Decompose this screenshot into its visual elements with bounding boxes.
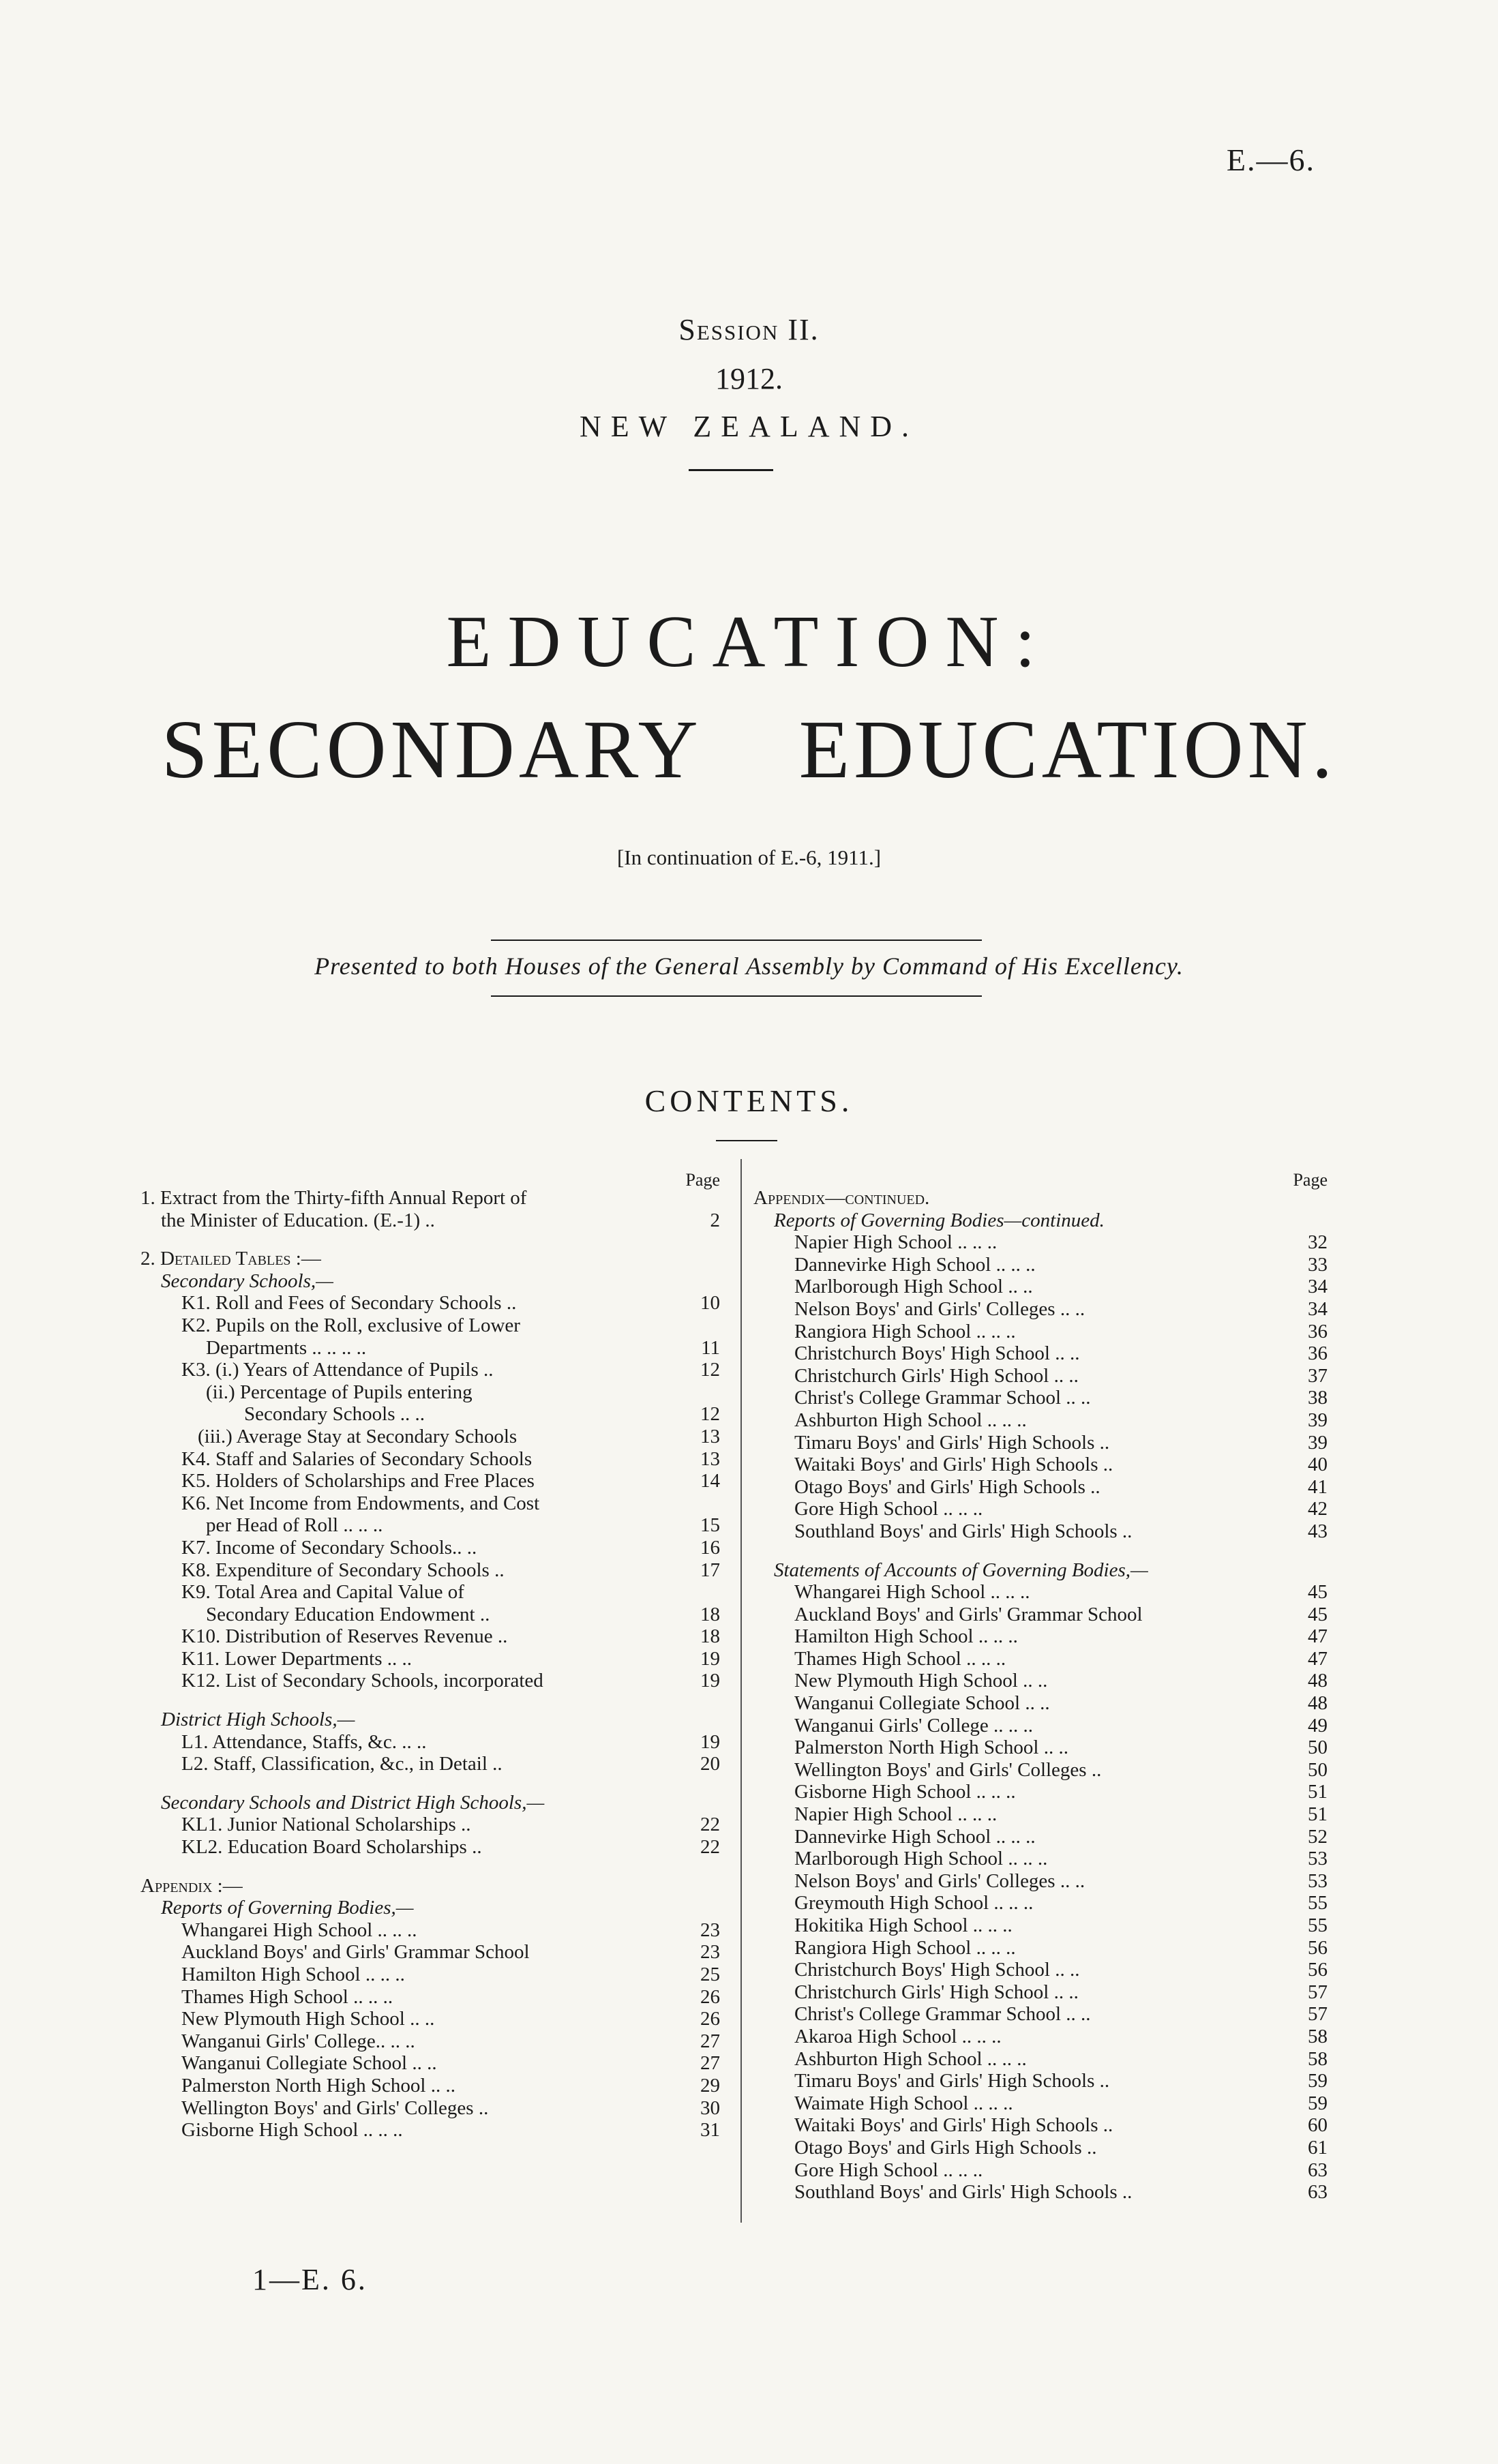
contents-entry <box>753 1342 1328 1365</box>
contents-entry <box>140 1731 720 1754</box>
contents-entry <box>753 1715 1328 1737</box>
entry-title: Timaru Boys' and Girls' High Schools .. <box>794 1431 1110 1454</box>
entry-title: Secondary Schools .. .. <box>244 1403 425 1426</box>
entry-page-number: 34 <box>1308 1276 1328 1298</box>
section-gap <box>140 1692 720 1709</box>
footer-signature: 1—E. 6. <box>252 2263 368 2296</box>
contents-entry <box>753 1759 1328 1782</box>
contents-entry <box>140 1270 720 1293</box>
entry-title: Waitaki Boys' and Girls' High Schools .. <box>794 1454 1113 1476</box>
contents-entry <box>753 1959 1328 1981</box>
contents-entry <box>753 1231 1328 1254</box>
divider-rule <box>716 1140 777 1141</box>
entry-page-number: 12 <box>700 1359 720 1381</box>
entry-page-number: 39 <box>1308 1409 1328 1431</box>
entry-page-number: 58 <box>1308 2047 1328 2070</box>
contents-right-column <box>753 1169 1328 2204</box>
contents-entry <box>140 1470 720 1492</box>
contents-entry <box>753 1803 1328 1826</box>
entry-page-number: 51 <box>1308 1781 1328 1803</box>
contents-entry <box>753 2159 1328 2182</box>
entry-page-number: 41 <box>1308 1475 1328 1498</box>
entry-title: Napier High School .. .. .. <box>794 1231 998 1254</box>
contents-entry <box>753 1826 1328 1848</box>
contents-entry <box>140 1792 720 1814</box>
entry-title: Christchurch Girls' High School .. .. <box>794 1364 1079 1387</box>
contents-entry <box>140 1492 720 1515</box>
contents-entry <box>140 1753 720 1775</box>
contents-entry <box>753 1692 1328 1715</box>
entry-title: Gisborne High School .. .. .. <box>794 1781 1016 1803</box>
entry-title: (iii.) Average Stay at Secondary Schools <box>198 1425 518 1447</box>
contents-entry <box>140 1625 720 1648</box>
entry-title: Palmerston North High School .. .. <box>181 2074 455 2097</box>
entry-page-number: 55 <box>1308 1892 1328 1914</box>
entry-title: Greymouth High School .. .. .. <box>794 1892 1034 1914</box>
entry-title: New Plymouth High School .. .. <box>794 1670 1048 1692</box>
entry-page-number: 48 <box>1308 1670 1328 1692</box>
entry-page-number: 50 <box>1308 1758 1328 1781</box>
entry-page-number: 48 <box>1308 1692 1328 1715</box>
entry-page-number: 45 <box>1308 1603 1328 1625</box>
entry-title: K1. Roll and Fees of Secondary Schools .. <box>181 1292 517 1314</box>
entry-title: Appendix—continued. <box>753 1187 930 1209</box>
contents-entry <box>753 1298 1328 1321</box>
contents-entry <box>140 1875 720 1897</box>
contents-entry <box>140 1359 720 1381</box>
entry-title: Waimate High School .. .. .. <box>794 2092 1013 2114</box>
entry-title: K2. Pupils on the Roll, exclusive of Lower <box>181 1314 520 1336</box>
contents-entry <box>140 1559 720 1582</box>
entry-page-number: 19 <box>700 1647 720 1670</box>
contents-entry <box>140 1537 720 1559</box>
entry-page-number: 22 <box>700 1814 720 1836</box>
contents-entry <box>140 1187 720 1210</box>
contents-entry <box>753 1476 1328 1499</box>
contents-entry <box>140 2008 720 2030</box>
contents-entry <box>753 1387 1328 1409</box>
contents-entry <box>140 1919 720 1942</box>
entry-title: Auckland Boys' and Girls' Grammar School <box>794 1603 1143 1625</box>
entry-page-number: 14 <box>700 1470 720 1492</box>
entry-page-number: 37 <box>1308 1364 1328 1387</box>
entry-page-number: 57 <box>1308 2003 1328 2026</box>
entry-title: Wellington Boys' and Girls' Colleges .. <box>181 2097 489 2119</box>
contents-entry <box>753 1498 1328 1520</box>
entry-page-number: 43 <box>1308 1520 1328 1542</box>
entry-title: (ii.) Percentage of Pupils entering <box>206 1381 473 1403</box>
entry-page-number: 25 <box>700 1964 720 1985</box>
entry-title: K11. Lower Departments .. .. <box>181 1647 412 1670</box>
contents-entry <box>753 1187 1328 1210</box>
entry-title: Dannevirke High School .. .. .. <box>794 1825 1036 1848</box>
entry-title: per Head of Roll .. .. .. <box>206 1514 383 1537</box>
contents-entry <box>140 1604 720 1626</box>
contents-entry <box>140 2075 720 2097</box>
entry-page-number: 50 <box>1308 1737 1328 1759</box>
contents-entry <box>753 1848 1328 1870</box>
contents-entry <box>753 1409 1328 1432</box>
contents-entry <box>753 1210 1328 1232</box>
entry-title: Wellington Boys' and Girls' Colleges .. <box>794 1758 1102 1781</box>
entry-title: Whangarei High School .. .. .. <box>181 1919 417 1941</box>
entry-page-number: 56 <box>1308 1959 1328 1981</box>
contents-entry <box>140 1514 720 1537</box>
contents-heading: CONTENTS. <box>644 1083 854 1118</box>
entry-page-number: 42 <box>1308 1498 1328 1520</box>
entry-page-number: 36 <box>1308 1320 1328 1342</box>
contents-entry <box>140 1210 720 1232</box>
entry-title: Christchurch Girls' High School .. .. <box>794 1981 1079 2003</box>
entry-title: K5. Holders of Scholarships and Free Places <box>181 1470 535 1492</box>
entry-title: New Plymouth High School .. .. <box>181 2008 435 2030</box>
entry-title: Hokitika High School .. .. .. <box>794 1914 1013 1936</box>
sub-title: SECONDARY EDUCATION. <box>161 704 1337 796</box>
entry-page-number: 61 <box>1308 2136 1328 2159</box>
entry-page-number: 29 <box>700 2074 720 2097</box>
entry-title: Nelson Boys' and Girls' Colleges .. .. <box>794 1297 1085 1320</box>
entry-page-number: 56 <box>1308 1936 1328 1959</box>
entry-title: Akaroa High School .. .. .. <box>794 2025 1002 2047</box>
entry-title: K4. Staff and Salaries of Secondary Schools <box>181 1447 533 1470</box>
divider-rule <box>491 995 982 997</box>
entry-title: Napier High School .. .. .. <box>794 1803 998 1826</box>
contents-entry <box>753 2070 1328 2092</box>
entry-page-number: 20 <box>700 1753 720 1775</box>
contents-entry <box>140 1448 720 1471</box>
entry-title: Thames High School .. .. .. <box>181 1985 393 2008</box>
entry-page-number: 13 <box>700 1447 720 1470</box>
contents-entry <box>140 1648 720 1670</box>
contents-entry <box>753 1648 1328 1670</box>
section-gap <box>140 1231 720 1248</box>
entry-title: K12. List of Secondary Schools, incorporated <box>181 1670 543 1692</box>
section-gap <box>140 1775 720 1792</box>
contents-entry <box>140 1814 720 1836</box>
entry-title: Thames High School .. .. .. <box>794 1647 1006 1670</box>
section-gap <box>140 1859 720 1875</box>
contents-entry <box>140 1337 720 1359</box>
contents-entry <box>753 1625 1328 1648</box>
entry-title: Auckland Boys' and Girls' Grammar School <box>181 1941 530 1964</box>
entry-page-number: 16 <box>700 1536 720 1559</box>
entry-page-number: 18 <box>700 1603 720 1625</box>
entry-page-number: 34 <box>1308 1297 1328 1320</box>
entry-title: Timaru Boys' and Girls' High Schools .. <box>794 2070 1110 2092</box>
contents-entry <box>140 2052 720 2075</box>
entry-page-number: 15 <box>700 1514 720 1537</box>
section-gap <box>753 1543 1328 1559</box>
entry-page-number: 39 <box>1308 1431 1328 1454</box>
entry-title: Appendix :— <box>140 1874 243 1897</box>
entry-title: Otago Boys' and Girls' High Schools .. <box>794 1475 1100 1498</box>
entry-page-number: 36 <box>1308 1342 1328 1365</box>
contents-entry <box>753 2137 1328 2159</box>
entry-title: Christ's College Grammar School .. .. <box>794 2003 1091 2026</box>
entry-title: Christchurch Boys' High School .. .. <box>794 1959 1080 1981</box>
entry-page-number: 63 <box>1308 2181 1328 2204</box>
entry-title: Southland Boys' and Girls' High Schools .. <box>794 1520 1133 1542</box>
entry-title: District High Schools,— <box>161 1709 355 1731</box>
contents-entry <box>753 2092 1328 2115</box>
entry-title: Palmerston North High School .. .. <box>794 1737 1068 1759</box>
contents-entry <box>140 1581 720 1604</box>
entry-title: Wanganui Collegiate School .. .. <box>794 1692 1050 1715</box>
contents-entry <box>140 2030 720 2053</box>
contents-entry <box>753 1454 1328 1476</box>
entry-title: Southland Boys' and Girls' High Schools .. <box>794 2181 1133 2204</box>
entry-page-number: 31 <box>700 2119 720 2142</box>
entry-title: Statements of Accounts of Governing Bodies,— <box>774 1559 1148 1581</box>
entry-page-number: 63 <box>1308 2159 1328 2181</box>
contents-entry <box>140 1897 720 1919</box>
contents-entry <box>140 1709 720 1731</box>
contents-entry <box>753 1254 1328 1276</box>
entry-title: Wanganui Girls' College .. .. .. <box>794 1714 1034 1737</box>
entry-page-number: 47 <box>1308 1647 1328 1670</box>
contents-entry <box>753 1914 1328 1937</box>
entry-page-number: 53 <box>1308 1848 1328 1870</box>
entry-title: 1. Extract from the Thirty-fifth Annual Report of <box>140 1187 527 1209</box>
entry-page-number: 53 <box>1308 1869 1328 1892</box>
entry-page-number: 58 <box>1308 2025 1328 2047</box>
entry-title: Gore High School .. .. .. <box>794 1498 983 1520</box>
entry-title: Whangarei High School .. .. .. <box>794 1581 1030 1604</box>
contents-entry <box>753 1604 1328 1626</box>
entry-page-number: 38 <box>1308 1387 1328 1409</box>
contents-entry <box>140 2097 720 2120</box>
entry-page-number: 33 <box>1308 1253 1328 1276</box>
contents-entry <box>753 1981 1328 2004</box>
entry-title: Rangiora High School .. .. .. <box>794 1320 1016 1342</box>
entry-title: Christchurch Boys' High School .. .. <box>794 1342 1080 1365</box>
entry-page-number: 19 <box>700 1730 720 1753</box>
entry-page-number: 52 <box>1308 1825 1328 1848</box>
entry-title: Gore High School .. .. .. <box>794 2159 983 2181</box>
contents-entry <box>753 1870 1328 1893</box>
entry-title: Otago Boys' and Girls High Schools .. <box>794 2136 1097 2159</box>
page-column-label: Page <box>1293 1170 1328 1190</box>
entry-title: Dannevirke High School .. .. .. <box>794 1253 1036 1276</box>
entry-page-number: 51 <box>1308 1803 1328 1826</box>
entry-title: Hamilton High School .. .. .. <box>794 1625 1018 1648</box>
entry-title: Waitaki Boys' and Girls' High Schools .. <box>794 2114 1113 2137</box>
entry-page-number: 45 <box>1308 1581 1328 1604</box>
entry-title: Secondary Education Endowment .. <box>206 1603 490 1625</box>
document-reference: E.—6. <box>1226 142 1315 177</box>
entry-title: Wanganui Girls' College.. .. .. <box>181 2030 415 2052</box>
entry-title: K7. Income of Secondary Schools.. .. <box>181 1536 477 1559</box>
main-title: EDUCATION: <box>446 601 1052 682</box>
divider-rule <box>491 940 982 941</box>
contents-entry <box>140 1986 720 2009</box>
contents-entry <box>140 2119 720 2142</box>
entry-page-number: 57 <box>1308 1981 1328 2003</box>
contents-entry <box>753 2048 1328 2071</box>
contents-entry <box>140 1670 720 1692</box>
contents-entry <box>753 1581 1328 1604</box>
contents-entry <box>753 1670 1328 1692</box>
entry-title: Gisborne High School .. .. .. <box>181 2119 403 2142</box>
divider-rule <box>689 469 773 471</box>
contents-entry <box>753 2114 1328 2137</box>
contents-entry <box>753 1276 1328 1298</box>
entry-page-number: 59 <box>1308 2070 1328 2092</box>
contents-entry <box>753 1321 1328 1343</box>
contents-entry <box>140 1426 720 1448</box>
entry-title: Marlborough High School .. .. .. <box>794 1848 1048 1870</box>
entry-page-number: 2 <box>710 1209 720 1231</box>
entry-page-number: 49 <box>1308 1714 1328 1737</box>
contents-left-column <box>140 1169 720 2142</box>
entry-page-number: 11 <box>701 1336 720 1359</box>
page-column-label: Page <box>685 1170 720 1190</box>
contents-entry <box>140 1403 720 1426</box>
entry-title: Ashburton High School .. .. .. <box>794 2047 1027 2070</box>
contents-entry <box>753 1781 1328 1803</box>
entry-title: Ashburton High School .. .. .. <box>794 1409 1027 1431</box>
entry-page-number: 12 <box>700 1403 720 1426</box>
contents-entry <box>140 1248 720 1270</box>
entry-title: Secondary Schools,— <box>161 1269 333 1292</box>
entry-page-number: 27 <box>700 2030 720 2052</box>
year-line: 1912. <box>715 362 783 395</box>
contents-entry <box>753 2181 1328 2204</box>
entry-title: Rangiora High School .. .. .. <box>794 1936 1016 1959</box>
contents-entry <box>753 1937 1328 1959</box>
continuation-note: [In continuation of E.-6, 1911.] <box>616 845 882 869</box>
contents-entry <box>140 1941 720 1964</box>
entry-page-number: 30 <box>700 2097 720 2119</box>
contents-entry <box>140 1964 720 1986</box>
contents-entry <box>140 1836 720 1859</box>
entry-title: K10. Distribution of Reserves Revenue .. <box>181 1625 508 1648</box>
entry-title: Hamilton High School .. .. .. <box>181 1964 405 1985</box>
entry-title: KL2. Education Board Scholarships .. <box>181 1836 482 1859</box>
entry-page-number: 59 <box>1308 2092 1328 2114</box>
entry-title: Reports of Governing Bodies—continued. <box>774 1209 1105 1231</box>
column-divider <box>740 1159 742 2223</box>
country-line: NEW ZEALAND. <box>579 410 919 443</box>
entry-page-number: 23 <box>700 1941 720 1964</box>
entry-page-number: 60 <box>1308 2114 1328 2137</box>
entry-title: Secondary Schools and District High Schools,— <box>161 1791 545 1814</box>
entry-title: Marlborough High School .. .. <box>794 1276 1033 1298</box>
contents-entry <box>753 1520 1328 1543</box>
entry-page-number: 27 <box>700 2052 720 2075</box>
contents-entry <box>753 1737 1328 1759</box>
contents-entry <box>753 1559 1328 1582</box>
entry-page-number: 23 <box>700 1919 720 1941</box>
contents-entry <box>753 2026 1328 2048</box>
entry-title: K8. Expenditure of Secondary Schools .. <box>181 1559 505 1581</box>
entry-page-number: 47 <box>1308 1625 1328 1648</box>
entry-page-number: 22 <box>700 1836 720 1859</box>
session-line: Session II. <box>678 313 820 346</box>
entry-page-number: 19 <box>700 1670 720 1692</box>
entry-title: Nelson Boys' and Girls' Colleges .. .. <box>794 1869 1085 1892</box>
entry-page-number: 10 <box>700 1292 720 1314</box>
entry-title: Christ's College Grammar School .. .. <box>794 1387 1091 1409</box>
contents-entry <box>140 1292 720 1314</box>
entry-title: K3. (i.) Years of Attendance of Pupils .. <box>181 1359 494 1381</box>
entry-title: KL1. Junior National Scholarships .. <box>181 1814 471 1836</box>
contents-entry <box>753 1892 1328 1914</box>
entry-title: K9. Total Area and Capital Value of <box>181 1581 464 1604</box>
entry-title: L1. Attendance, Staffs, &c. .. .. <box>181 1730 427 1753</box>
entry-page-number: 13 <box>700 1425 720 1447</box>
entry-page-number: 26 <box>700 2008 720 2030</box>
entry-page-number: 18 <box>700 1625 720 1648</box>
contents-entry <box>753 1365 1328 1387</box>
entry-title: Reports of Governing Bodies,— <box>161 1897 414 1919</box>
entry-title: 2. Detailed Tables :— <box>140 1248 321 1270</box>
contents-entry <box>140 1314 720 1337</box>
entry-page-number: 32 <box>1308 1231 1328 1254</box>
contents-entry <box>753 2003 1328 2026</box>
entry-page-number: 26 <box>700 1985 720 2008</box>
entry-title: Wanganui Collegiate School .. .. <box>181 2052 437 2075</box>
entry-page-number: 40 <box>1308 1454 1328 1476</box>
entry-title: K6. Net Income from Endowments, and Cost <box>181 1492 540 1514</box>
entry-page-number: 17 <box>700 1559 720 1581</box>
contents-entry <box>140 1381 720 1404</box>
entry-page-number: 55 <box>1308 1914 1328 1936</box>
entry-title: the Minister of Education. (E.-1) .. <box>161 1209 435 1231</box>
contents-entry <box>753 1432 1328 1454</box>
presented-line: Presented to both Houses of the General Assembly by Command of His Excellency. <box>314 952 1184 980</box>
entry-title: L2. Staff, Classification, &c., in Detail .. <box>181 1753 503 1775</box>
entry-title: Departments .. .. .. .. <box>206 1336 367 1359</box>
